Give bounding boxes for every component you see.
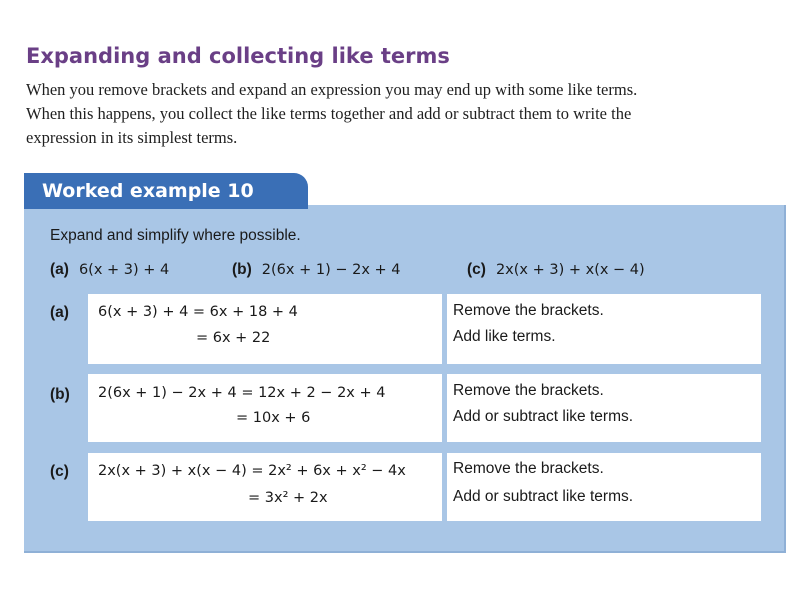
intro-paragraph: [26, 78, 766, 150]
working-line: = 10x + 6: [236, 410, 311, 426]
solution-row-c: [24, 453, 784, 521]
note-line: Add like terms.: [453, 328, 556, 345]
solution-row-a: [24, 294, 784, 364]
question-part-a: [50, 261, 169, 279]
note-line: Remove the brackets.: [453, 302, 604, 319]
part-label: (a): [50, 261, 69, 278]
solution-working: [88, 453, 442, 521]
solution-notes: [447, 453, 761, 521]
working-line: 2x(x + 3) + x(x − 4) = 2x² + 6x + x² − 4x: [98, 463, 406, 479]
note-line: Remove the brackets.: [453, 382, 604, 399]
note-line: Remove the brackets.: [453, 460, 604, 477]
intro-line: expression in its simplest terms.: [26, 128, 238, 147]
solution-working: [88, 374, 442, 442]
solution-label: (b): [50, 386, 70, 403]
solution-notes: [447, 374, 761, 442]
worked-example-title: Worked example 10: [24, 173, 308, 209]
part-label: (c): [467, 261, 486, 278]
note-line: Add or subtract like terms.: [453, 488, 634, 505]
part-expression: 2(6x + 1) − 2x + 4: [261, 262, 401, 278]
intro-line: When this happens, you collect the like terms together and add or subtract them to write the: [26, 104, 632, 123]
section-title: Expanding and collecting like terms: [26, 44, 450, 68]
solution-working: [88, 294, 442, 364]
part-expression: 2x(x + 3) + x(x − 4): [495, 262, 645, 278]
solution-label: (a): [50, 304, 69, 321]
working-line: = 3x² + 2x: [248, 490, 328, 506]
solution-notes: [447, 294, 761, 364]
part-expression: 6(x + 3) + 4: [78, 262, 170, 278]
part-label: (b): [232, 261, 252, 278]
working-line: 2(6x + 1) − 2x + 4 = 12x + 2 − 2x + 4: [98, 385, 386, 401]
question-part-c: [467, 261, 645, 279]
question-instruction: Expand and simplify where possible.: [50, 227, 301, 244]
solution-label: (c): [50, 463, 69, 480]
working-line: = 6x + 22: [196, 330, 271, 346]
question-part-b: [232, 261, 401, 279]
intro-line: When you remove brackets and expand an expression you may end up with some like terms.: [26, 80, 638, 99]
note-line: Add or subtract like terms.: [453, 408, 634, 425]
working-line: 6(x + 3) + 4 = 6x + 18 + 4: [98, 304, 298, 320]
solution-row-b: [24, 374, 784, 442]
worked-example-box: [24, 173, 784, 551]
